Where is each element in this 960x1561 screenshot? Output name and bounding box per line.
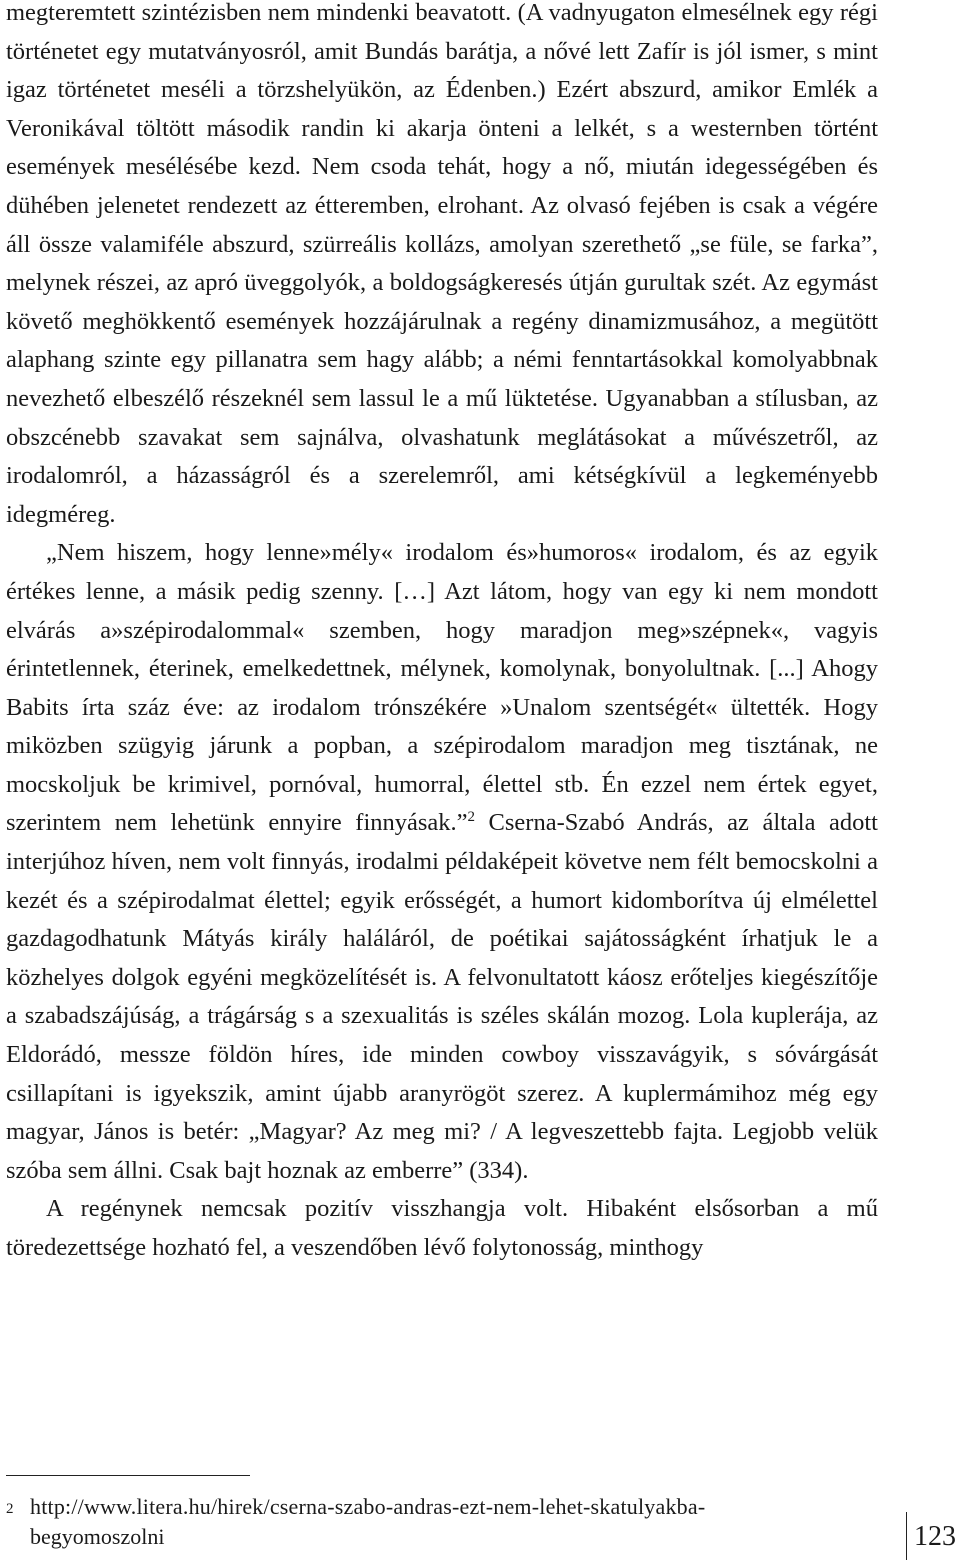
paragraph-2-text-a: „Nem hiszem, hogy lenne»mély« irodalom és»humoros« irodalom, és az egyik értékes lenne, a másik pedig szenny. […] Azt látom, hogy van egy ki nem mondott elvárás a»szépirodalommal« szemben, hogy maradjon meg»szépnek«, vagyis érintetlennek, éterinek, emelkedettnek, mélynek, komolynak, bonyolultnak. [...] Ahogy Babits írta száz éve: az irodalom trónszékére »Unalom szentségét« ültették. Hogy miközben szügyig járunk a popban, a szépirodalom maradjon meg tisztának, ne mocskoljuk be krimivel, pornóval, humorral, élettel stb. Én ezzel nem értek egyet, szerintem nem lehetünk ennyire finnyásak.” [6,539,878,837]
footnote-reference[interactable]: 2 [467,809,476,826]
body-text [6,0,878,1268]
footnote-url[interactable]: http://www.litera.hu/hirek/cserna-szabo-andras-ezt-nem-lehet-skatulyakba- [30,1494,706,1519]
footnote-divider [6,1475,250,1476]
footnote-number: 2 [6,1501,14,1517]
page-number-divider [906,1512,907,1560]
footnote-url-continuation[interactable]: begyomoszolni [30,1524,165,1549]
paragraph-2-text-b: Cserna-Szabó András, az általa adott interjúhoz híven, nem volt finnyás, irodalmi példaképeit követve nem félt bemocskolni a kezét és a szépirodalmat élettel; egyik erősségét, a humort kidomborítva új elmélettel gazdagodhatunk Mátyás király haláláról, de poétikai sajátosságként írhatjuk le a közhelyes dolgok egyéni megközelítését is. A felvonultatott káosz erőteljes kiegészítője a szabadszájúság, a trágárság s a szexualitás is széles skálán mozog. Lola kuplerája, az Eldorádó, messze földön híres, ide minden cowboy visszavágyik, s sóvárgását csillapítani is igyekszik, amint újabb aranyrögöt szerez. A kuplermámihoz még egy magyar, János is betér: „Magyar? Az meg mi? / A legveszettebb fajta. Legjobb velük szóba sem állni. Csak bajt hoznak az emberre” (334). [6,809,878,1184]
paragraph-1: megteremtett szintézisben nem mindenki beavatott. (A vadnyugaton elmesélnek egy régi történetet egy mutatványosról, amit Bundás barátja, a nővé lett Zafír is jól ismer, s mint igaz történetet meséli a törzshelyükön, az Édenben.) Ezért abszurd, amikor Emlék a Veronikával töltött második randin ki akarja önteni a lelkét, s a westernben történt események mesélésébe kezd. Nem csoda tehát, hogy a nő, miután idegességében és dühében jelenetet rendezett az étteremben, elrohant. Az olvasó fejében is csak a végére áll össze valamiféle abszurd, szürreális kollázs, amolyan szerethető „se füle, se farka”, melynek részei, az apró üveggolyók, a boldogságkeresés útján gurultak szét. Az egymást követő meghökkentő események hozzájárulnak a regény dinamizmusához, a megütött alaphang szinte egy pillanatra sem hagy alább; a némi fenntartásokkal komolyabbnak nevezhető elbeszélő részeknél sem lassul le a mű lüktetése. Ugyanabban a stílusban, az obszcénebb szavakat sem sajnálva, olvashatunk meglátásokat a művészetről, az irodalomról, a házasságról és a szerelemről, ami kétségkívül a legkeményebb idegméreg. [6,0,878,528]
paragraph-3: A regénynek nemcsak pozitív visszhangja volt. Hibaként elsősorban a mű töredezettsége hozható fel, a veszendőben lévő folytonosság, minthogy [6,1195,878,1261]
page-number: 123 [914,1521,956,1552]
paragraph-2 [6,534,878,1190]
footnote [6,1492,878,1552]
